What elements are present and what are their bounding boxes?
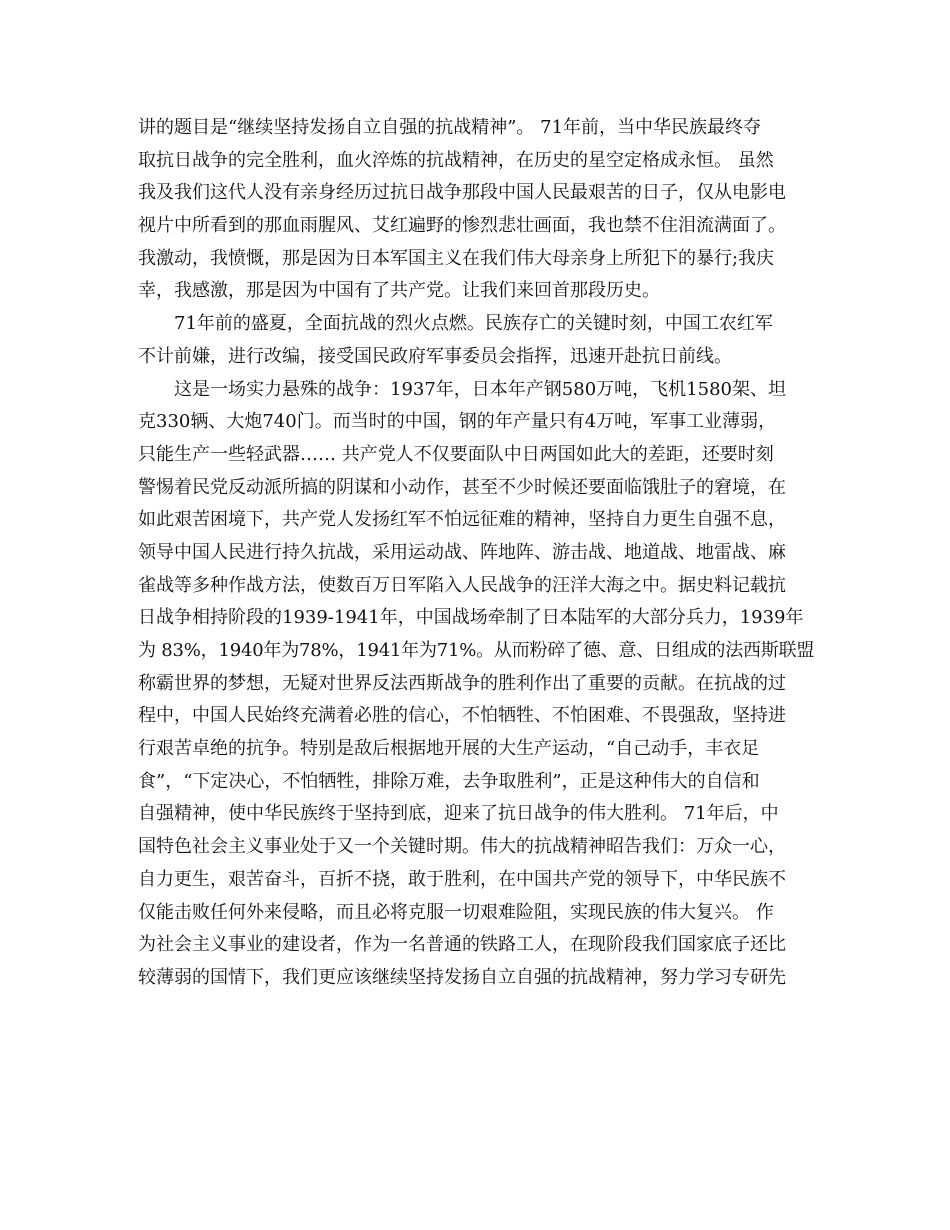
text-line: 行艰苦卓绝的抗争。特别是敌后根据地开展的大生产运动，“自己动手，丰衣足: [138, 738, 760, 760]
text-line: 称霸世界的梦想，无疑对世界反法西斯战争的胜利作出了重要的贡献。在抗战的过: [138, 672, 786, 694]
text-line: 不计前嫌，进行改编，接受国民政府军事委员会指挥，迅速开赴抗日前线。: [138, 345, 732, 367]
text-line: 较薄弱的国情下，我们更应该继续坚持发扬自立自强的抗战精神，努力学习专研先: [138, 966, 786, 988]
body-text: [138, 112, 814, 995]
text-line: 我及我们这代人没有亲身经历过抗日战争那段中国人民最艰苦的日子，仅从电影电: [138, 182, 786, 204]
text-line: 为 83%，1940年为78%，1941年为71%。从而粉碎了德、意、日组成的法西斯联盟: [138, 640, 814, 661]
text-line: 自强精神，使中华民族终于坚持到底，迎来了抗日战争的伟大胜利。 71年后，中: [138, 803, 779, 825]
text-line: 日战争相持阶段的1939-1941年，中国战场牵制了日本陆军的大部分兵力，1939年: [138, 607, 804, 629]
text-line: 食”，“下定决心，不怕牺牲，排除万难，去争取胜利”，正是这种伟大的自信和: [138, 770, 760, 792]
text-line: 仅能击败任何外来侵略，而且必将克服一切艰难险阻，实现民族的伟大复兴。 作: [138, 901, 774, 923]
text-line: 71年前的盛夏，全面抗战的烈火点燃。民族存亡的关键时刻，中国工农红军: [174, 313, 773, 335]
text-line: 如此艰苦困境下，共产党人发扬红军不怕远征难的精神，坚持自力更生自强不息，: [138, 509, 786, 531]
text-line: 雀战等多种作战方法，使数百万日军陷入人民战争的汪洋大海之中。据史料记载抗: [138, 574, 786, 596]
text-line: 这是一场实力悬殊的战争：1937年，日本年产钢580万吨，飞机1580架、坦: [174, 378, 786, 400]
text-line: 为社会主义事业的建设者，作为一名普通的铁路工人，在现阶段我们国家底子还比: [138, 934, 786, 956]
text-line: 取抗日战争的完全胜利，血火淬炼的抗战精神，在历史的星空定格成永恒。 虽然: [138, 149, 774, 171]
text-line: 讲的题目是“继续坚持发扬自立自强的抗战精神”。 71年前，当中华民族最终夺: [138, 117, 762, 138]
text-line: 我激动，我愤慨，那是因为日本军国主义在我们伟大母亲身上所犯下的暴行;我庆: [138, 247, 775, 269]
text-line: 视片中所看到的那血雨腥风、艾红遍野的惨烈悲壮画面，我也禁不住泪流满面了。: [138, 215, 786, 237]
text-line: 领导中国人民进行持久抗战，采用运动战、阵地阵、游击战、地道战、地雷战、麻: [138, 541, 786, 563]
text-line: 自力更生，艰苦奋斗，百折不挠，敢于胜利，在中国共产党的领导下，中华民族不: [138, 868, 786, 890]
text-line: 克330辆、大炮740门。而当时的中国，钢的年产量只有4万吨，军事工业薄弱，: [138, 411, 777, 433]
text-line: 幸，我感激，那是因为中国有了共产党。让我们来回首那段历史。: [138, 280, 660, 302]
text-line: 程中，中国人民始终充满着必胜的信心，不怕牺牲、不怕困难、不畏强敌，坚持进: [138, 705, 786, 727]
text-line: 只能生产一些轻武器…… 共产党人不仅要面队中日两国如此大的差距，还要时刻: [138, 443, 774, 465]
text-line: 警惕着民党反动派所搞的阴谋和小动作，甚至不少时候还要面临饿肚子的窘境，在: [138, 476, 786, 498]
text-line: 国特色社会主义事业处于又一个关键时期。伟大的抗战精神昭告我们：万众一心，: [138, 836, 786, 858]
